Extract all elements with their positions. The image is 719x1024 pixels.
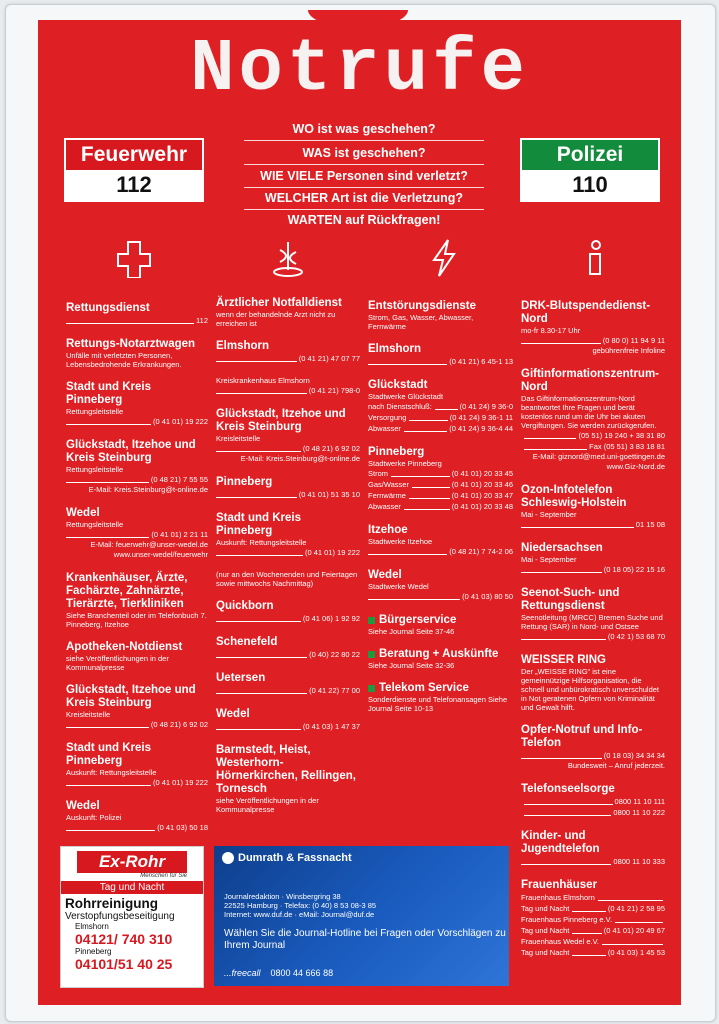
entry-title: Telekom Service [379, 682, 469, 694]
entry-title: Seenot-Such- und Rettungsdienst [521, 587, 620, 612]
dumrath-ad [214, 846, 509, 986]
dotted-line [66, 537, 149, 538]
dotted-line [216, 555, 303, 556]
entry-title: Wedel [216, 708, 250, 720]
dotted-line [216, 693, 307, 694]
entry-note: E-Mail: giznord@med.uni-goettingen.de www.Giz-Nord.de [532, 452, 665, 471]
entry-note: gebührenfreie Infoline [592, 346, 665, 355]
phone-row [66, 719, 208, 730]
exrohr-ad [60, 846, 204, 988]
entry [66, 684, 208, 730]
phone-number: Fax (05 51) 3 83 18 81 [589, 442, 665, 451]
entry-sub: (nur an den Wochenenden und Feiertagen sowie mittwochs Nachmittag) [216, 570, 358, 588]
entry-title: Stadt und Kreis Pinneberg [66, 742, 151, 767]
entry-title: Wedel [368, 569, 402, 581]
entry-title: Quickborn [216, 600, 274, 612]
question-1: WO ist was geschehen? [292, 122, 436, 136]
green-square-icon [368, 617, 375, 624]
exrohr-city2: Pinneberg [75, 947, 112, 956]
entry [368, 648, 513, 670]
exrohr-tag: Tag und Nacht [61, 881, 203, 894]
phone-row [66, 474, 208, 485]
police-box [520, 138, 660, 202]
divider [244, 164, 484, 165]
phone-row [521, 796, 665, 807]
phone-number: (0 41 01) 19 222 [152, 778, 208, 787]
entry [216, 636, 360, 660]
dotted-line [216, 497, 297, 498]
entry-title: Apotheken-Notdienst [66, 641, 183, 653]
entry-sub: Siehe Journal Seite 32-36 [368, 661, 455, 670]
entry-sub: Stadtwerke Pinneberg [368, 459, 442, 468]
dotted-line [521, 527, 634, 528]
phone-row [368, 423, 513, 434]
dotted-line [216, 393, 307, 394]
entry [66, 507, 208, 560]
entry-title: Schenefeld [216, 636, 278, 648]
dotted-line [521, 758, 602, 759]
phone-number: (0 41 22) 77 00 [309, 686, 360, 695]
entry [368, 524, 513, 557]
entry-title: Opfer-Notruf und Info-Telefon [521, 724, 643, 749]
phone-number: (0 41 01) 20 33 45 [451, 469, 513, 478]
entry [521, 587, 665, 642]
entry-sub: Siehe Branchenteil oder im Telefonbuch 7. Pinneberg, Itzehoe [66, 611, 207, 629]
phone-number: (0 41 01) 20 33 48 [451, 502, 513, 511]
entry [368, 446, 513, 512]
phone-row [521, 807, 665, 818]
fire-number: 112 [116, 172, 152, 197]
phone-label: Tag und Nacht [521, 926, 570, 935]
entry-title: Stadt und Kreis Pinneberg [66, 381, 151, 406]
entry-sub: wenn der behandelnde Arzt nicht zu erreichen ist [216, 310, 336, 328]
phone-number: (0 41 24) 9 36-0 [459, 402, 513, 411]
phone-label: Tag und Nacht [521, 948, 570, 957]
entry [368, 300, 513, 331]
dotted-line [572, 911, 605, 912]
entry-sub: siehe Veröffentlichungen in der Kommunalpresse [216, 796, 319, 814]
phone-number: (0 41 21) 6 45-1 13 [449, 357, 513, 366]
phone-number: (0 18 03) 34 34 34 [603, 751, 665, 760]
dotted-line [66, 830, 155, 831]
phone-row [66, 529, 208, 540]
dotted-line [521, 639, 606, 640]
entry-title: Pinneberg [368, 446, 425, 458]
entry-title: Frauenhäuser [521, 879, 598, 891]
entry-sub: siehe Veröffentlichungen in der Kommunalpresse [66, 654, 169, 672]
column-emergency [66, 302, 208, 845]
phone-number: (0 41 03) 1 47 37 [302, 722, 360, 731]
fire-box [64, 138, 204, 202]
entry [66, 572, 208, 629]
phone-number: (0 41 01) 19 222 [304, 548, 360, 557]
entry-title: Glückstadt, Itzehoe und Kreis Steinburg [216, 408, 346, 433]
phone-row [368, 356, 513, 367]
entry-title: Rettungs-Notarztwagen [66, 338, 196, 350]
ad-brand: Dumrath & Fassnacht [222, 852, 352, 864]
entry-sub: Kreiskrankenhaus Elmshorn [216, 376, 310, 385]
entry-title: Glückstadt, Itzehoe und Kreis Steinburg [66, 439, 196, 464]
phone-number: (0 41 01) 2 21 11 [151, 530, 208, 539]
entry [521, 300, 665, 356]
phone-label: Frauenhaus Pinneberg e.V. [521, 915, 613, 924]
phone-label: Fernwärme [368, 491, 406, 500]
entry [66, 338, 208, 369]
phone-row [368, 591, 513, 602]
entry [521, 830, 665, 867]
entry-title: WEISSER RING [521, 654, 606, 666]
entry-title: Itzehoe [368, 524, 408, 536]
dotted-line [409, 498, 450, 499]
entry-title: Telefonseelsorge [521, 783, 615, 795]
phone-number: (0 48 21) 6 92 02 [302, 444, 360, 453]
dotted-line [404, 509, 450, 510]
dotted-line [602, 944, 663, 945]
entry [521, 654, 665, 712]
dotted-line [615, 922, 663, 923]
info-icon [578, 238, 614, 278]
exrohr-logo: Ex-Rohr [77, 851, 187, 873]
entry-title: Pinneberg [216, 476, 273, 488]
phone-row [216, 489, 360, 500]
green-square-icon [368, 651, 375, 658]
entry [66, 641, 208, 672]
phone-row [521, 564, 665, 575]
phone-number: (0 41 03) 1 45 53 [607, 948, 665, 957]
phone-row [216, 721, 360, 732]
entry [216, 744, 360, 814]
entry-sub: Mai - September [521, 555, 577, 564]
dotted-line [391, 476, 450, 477]
entry [66, 439, 208, 495]
phone-label: Tag und Nacht [521, 904, 570, 913]
dotted-line [572, 955, 605, 956]
dotted-line [412, 487, 450, 488]
phone-number: (0 48 21) 6 92 02 [150, 720, 208, 729]
entry [66, 742, 208, 788]
entry-sub: Kreisleitstelle [216, 434, 261, 443]
entry-title: DRK-Blutspendedienst-Nord [521, 300, 651, 325]
phone-row [521, 631, 665, 642]
phone-label: Strom [368, 469, 389, 478]
entry-title: Krankenhäuser, Ärzte, Fachärzte, Zahnärzte, Tierärzte, Tierkliniken [66, 572, 188, 610]
entry-title: Wedel [66, 800, 100, 812]
entry-note: E-Mail: Kreis.Steinburg@t-online.de [240, 454, 360, 463]
dotted-line [521, 343, 601, 344]
phone-row [216, 385, 360, 396]
phone-number: (0 40) 22 80 22 [309, 650, 360, 659]
entry [368, 682, 513, 713]
dotted-line [66, 727, 149, 728]
entry [216, 476, 360, 500]
entry-title: Uetersen [216, 672, 266, 684]
entry-sub: Auskunft: Rettungsleitstelle [216, 538, 307, 547]
phone-row [216, 649, 360, 660]
phone-number: (0 18 05) 22 15 16 [603, 565, 665, 574]
phone-label: nach Dienstschluß: [368, 402, 432, 411]
entry [66, 800, 208, 833]
entry-note: E-Mail: feuerwehr@unser-wedel.de www.unser-wedel/feuerwehr [90, 540, 208, 559]
question-5: WARTEN auf Rückfragen! [287, 213, 441, 227]
ad-freecall: ...freecall 0800 44 666 88 [224, 968, 334, 978]
entry-title: Glückstadt, Itzehoe und Kreis Steinburg [66, 684, 196, 709]
dotted-line [572, 933, 601, 934]
column-hotlines [521, 300, 665, 970]
entry [368, 343, 513, 367]
phone-row [368, 546, 513, 557]
entry [66, 302, 208, 326]
dotted-line [409, 420, 447, 421]
phone-number: (0 41 01) 20 33 47 [451, 491, 513, 500]
dotted-line [524, 438, 576, 439]
entry-sub: Auskunft: Polizei [66, 813, 122, 822]
phone-label: Versorgung [368, 413, 407, 422]
entry [368, 614, 513, 636]
entry-title: Elmshorn [368, 343, 422, 355]
exrohr-city1: Elmshorn [75, 922, 109, 931]
exrohr-service2: Verstopfungsbeseitigung [65, 911, 175, 922]
dotted-line [66, 424, 151, 425]
phone-row [66, 777, 208, 788]
green-square-icon [368, 685, 375, 692]
dotted-line [598, 900, 663, 901]
entry-title: Kinder- und Jugendtelefon [521, 830, 600, 855]
entry-title: Wedel [66, 507, 100, 519]
entry [216, 297, 360, 328]
phone-row [216, 353, 360, 364]
entry-sub: Mai - September [521, 510, 577, 519]
entry [521, 783, 665, 818]
entry-sub: Unfälle mit verletzten Personen, Lebensbedrohende Erkrankungen. [66, 351, 182, 369]
entry-sub: Rettungsleitstelle [66, 465, 124, 474]
entry-sub: Seenotleitung (MRCC) Bremen Suche und Rettung (SAR) in Nord- und Ostsee [521, 613, 663, 631]
entry [521, 879, 665, 958]
phone-row [521, 441, 665, 452]
entry-title: Entstörungsdienste [368, 300, 476, 312]
entry-note: Bundesweit – Anruf jederzeit. [567, 761, 665, 770]
dotted-line [216, 621, 301, 622]
phone-number: 0800 11 10 111 [614, 797, 665, 806]
phone-label: Frauenhaus Wedel e.V. [521, 937, 599, 946]
entry [66, 381, 208, 427]
dotted-line [66, 785, 151, 786]
phone-number: (0 41 01) 51 35 10 [298, 490, 360, 499]
phone-number: (0 41 01) 20 33 46 [451, 480, 513, 489]
entry-sub: Rettungsleitstelle [66, 407, 124, 416]
entry-title: Barmstedt, Heist, Westerhorn-Hörnerkirchen, Rellingen, Tornesch [216, 744, 356, 795]
divider [244, 140, 484, 141]
dotted-line [368, 554, 447, 555]
entry-sub: Der „WEISSE RING“ ist eine gemeinnützige Hilfsorganisation, die schnell und unbürokratisch unverschuldet in Not geratenen Opfern von Kriminalität und Gewalt hilft. [521, 667, 659, 712]
dotted-line [216, 361, 297, 362]
entry-title: Ärztlicher Notfalldienst [216, 297, 342, 309]
entry-title: Elmshorn [216, 340, 270, 352]
entry [216, 570, 360, 588]
dotted-line [524, 815, 611, 816]
entry [216, 512, 360, 558]
phone-number: (0 80 0) 11 94 9 11 [602, 336, 665, 345]
exrohr-tel1: 04121/ 740 310 [75, 931, 173, 947]
phone-row [521, 856, 665, 867]
question-2: WAS ist geschehen? [302, 146, 426, 160]
entry-title: Glückstadt [368, 379, 428, 391]
dotted-line [521, 864, 611, 865]
phone-row [368, 412, 513, 423]
phone-row [216, 685, 360, 696]
exrohr-tel2: 04101/51 40 25 [75, 956, 173, 972]
divider [244, 209, 484, 210]
dotted-line [66, 323, 194, 324]
entry-sub: Strom, Gas, Wasser, Abwasser, Fernwärme [368, 313, 474, 331]
divider [244, 187, 484, 188]
entry-note: E-Mail: Kreis.Steinburg@t-online.de [88, 485, 208, 494]
lightning-icon [426, 238, 462, 278]
dotted-line [216, 729, 301, 730]
phone-number: (0 41 24) 9 36-4 44 [449, 424, 513, 433]
entry-sub: Kreisleitstelle [66, 710, 111, 719]
phone-row [368, 479, 513, 490]
entry-sub: Rettungsleitstelle [66, 520, 124, 529]
entry-sub: Siehe Journal Seite 37-46 [368, 627, 455, 636]
page-title: Notrufe [190, 28, 529, 112]
entry-sub: Das Giftinformationszentrum-Nord beantwortet Ihre Fragen und berät kostenlos rund um die Uhr bei akuten Vergiftungen. Sie werden zurückgerufen. [521, 394, 657, 430]
entry [521, 368, 665, 472]
entry-title: Giftinformationszentrum-Nord [521, 368, 659, 393]
phone-row [216, 547, 360, 558]
dotted-line [368, 599, 460, 600]
phone-row [368, 501, 513, 512]
phone-row [521, 914, 665, 925]
dotted-line [368, 364, 447, 365]
dotted-line [216, 657, 307, 658]
entry [521, 724, 665, 771]
phone-label: Abwasser [368, 502, 401, 511]
entry [521, 484, 665, 530]
phone-number: (05 51) 19 240 + 38 31 80 [578, 431, 665, 440]
ad-pitch: Wählen Sie die Journal-Hotline bei Fragen oder Vorschlägen zu Ihrem Journal [224, 928, 506, 951]
dotted-line [524, 804, 613, 805]
entry-title: Ozon-Infotelefon Schleswig-Holstein [521, 484, 627, 509]
question-3: WIE VIELE Personen sind verletzt? [260, 169, 468, 183]
entry-title: Niedersachsen [521, 542, 603, 554]
entry-sub: Auskunft: Rettungsleitstelle [66, 768, 157, 777]
phone-label: Abwasser [368, 424, 401, 433]
dotted-line [216, 451, 301, 452]
entry-sub: Sonderdienste und Telefonansagen Siehe Journal Seite 10-13 [368, 695, 508, 713]
phone-row [216, 613, 360, 624]
entry-title: Rettungsdienst [66, 302, 150, 314]
entry [216, 340, 360, 364]
phone-number: 0800 11 10 333 [613, 857, 665, 866]
phone-number: (0 41 24) 9 36-1 11 [449, 413, 513, 422]
phone-number: 112 [196, 316, 208, 325]
phone-row [521, 947, 665, 958]
phone-number: (0 41 03) 80 50 [462, 592, 513, 601]
entry [521, 542, 665, 575]
phone-row [521, 750, 665, 761]
entry-title: Bürgerservice [379, 614, 457, 626]
entry [368, 379, 513, 434]
phone-number: (0 41 21) 2 58 95 [607, 904, 665, 913]
phone-row [368, 401, 513, 412]
entry [216, 376, 360, 396]
police-number: 110 [572, 172, 608, 197]
entry [216, 600, 360, 624]
fire-label: Feuerwehr [66, 140, 202, 170]
phone-row [66, 416, 208, 427]
phone-row [521, 936, 665, 947]
phone-row [66, 315, 208, 326]
column-utilities [368, 300, 513, 725]
entry [368, 569, 513, 602]
phone-number: 0800 11 10 222 [613, 808, 665, 817]
dotted-line [404, 431, 447, 432]
question-4: WELCHER Art ist die Verletzung? [264, 191, 464, 205]
police-label: Polizei [522, 140, 658, 170]
entry [216, 708, 360, 732]
phone-row [521, 430, 665, 441]
ad-address: Journalredaktion · Winsbergring 38 22525 Hamburg · Telefax: (0 40) 8 53 08-3 85 Internet: www.duf.de · eMail: Journal@duf.de [224, 892, 377, 919]
phone-number: (0 48 21) 7 55 55 [150, 475, 208, 484]
phone-number: (0 41 21) 798-0 [308, 386, 360, 395]
phone-row [521, 903, 665, 914]
phone-number: (0 41 01) 20 49 67 [603, 926, 665, 935]
entry-title: Beratung + Auskünfte [379, 648, 499, 660]
phone-row [521, 925, 665, 936]
phone-number: 01 15 08 [635, 520, 665, 529]
dotted-line [66, 482, 149, 483]
dotted-line [435, 409, 458, 410]
phone-row [368, 490, 513, 501]
phone-row [66, 822, 208, 833]
phone-label: Gas/Wasser [368, 480, 409, 489]
phone-label: Frauenhaus Elmshorn [521, 893, 595, 902]
entry-sub: Stadtwerke Itzehoe [368, 537, 433, 546]
red-cross-icon [116, 238, 152, 278]
phone-row [521, 892, 665, 903]
column-doctors [216, 297, 360, 826]
phone-number: (0 41 01) 19 222 [152, 417, 208, 426]
caduceus-icon [270, 238, 306, 278]
phone-row [521, 519, 665, 530]
entry [216, 408, 360, 464]
entry-sub: Stadtwerke Glückstadt [368, 392, 444, 401]
phone-number: (0 42 1) 53 68 70 [607, 632, 665, 641]
exrohr-slogan: Menschen für Sie [140, 873, 187, 879]
emergency-card [38, 20, 681, 1005]
entry-sub: Stadtwerke Wedel [368, 582, 429, 591]
entry-title: Stadt und Kreis Pinneberg [216, 512, 301, 537]
phone-number: (0 41 21) 47 07 77 [298, 354, 360, 363]
brand-logo-icon [222, 852, 234, 864]
phone-row [521, 335, 665, 346]
exrohr-service: Rohrreinigung [65, 896, 158, 911]
phone-number: (0 48 21) 7 74-2 06 [449, 547, 513, 556]
phone-row [368, 468, 513, 479]
entry [216, 672, 360, 696]
entry-sub: mo-fr 8.30-17 Uhr [521, 326, 581, 335]
phone-row [216, 443, 360, 454]
dotted-line [521, 572, 602, 573]
phone-number: (0 41 06) 1 92 92 [302, 614, 360, 623]
phone-number: (0 41 03) 50 18 [157, 823, 208, 832]
dotted-line [524, 449, 587, 450]
